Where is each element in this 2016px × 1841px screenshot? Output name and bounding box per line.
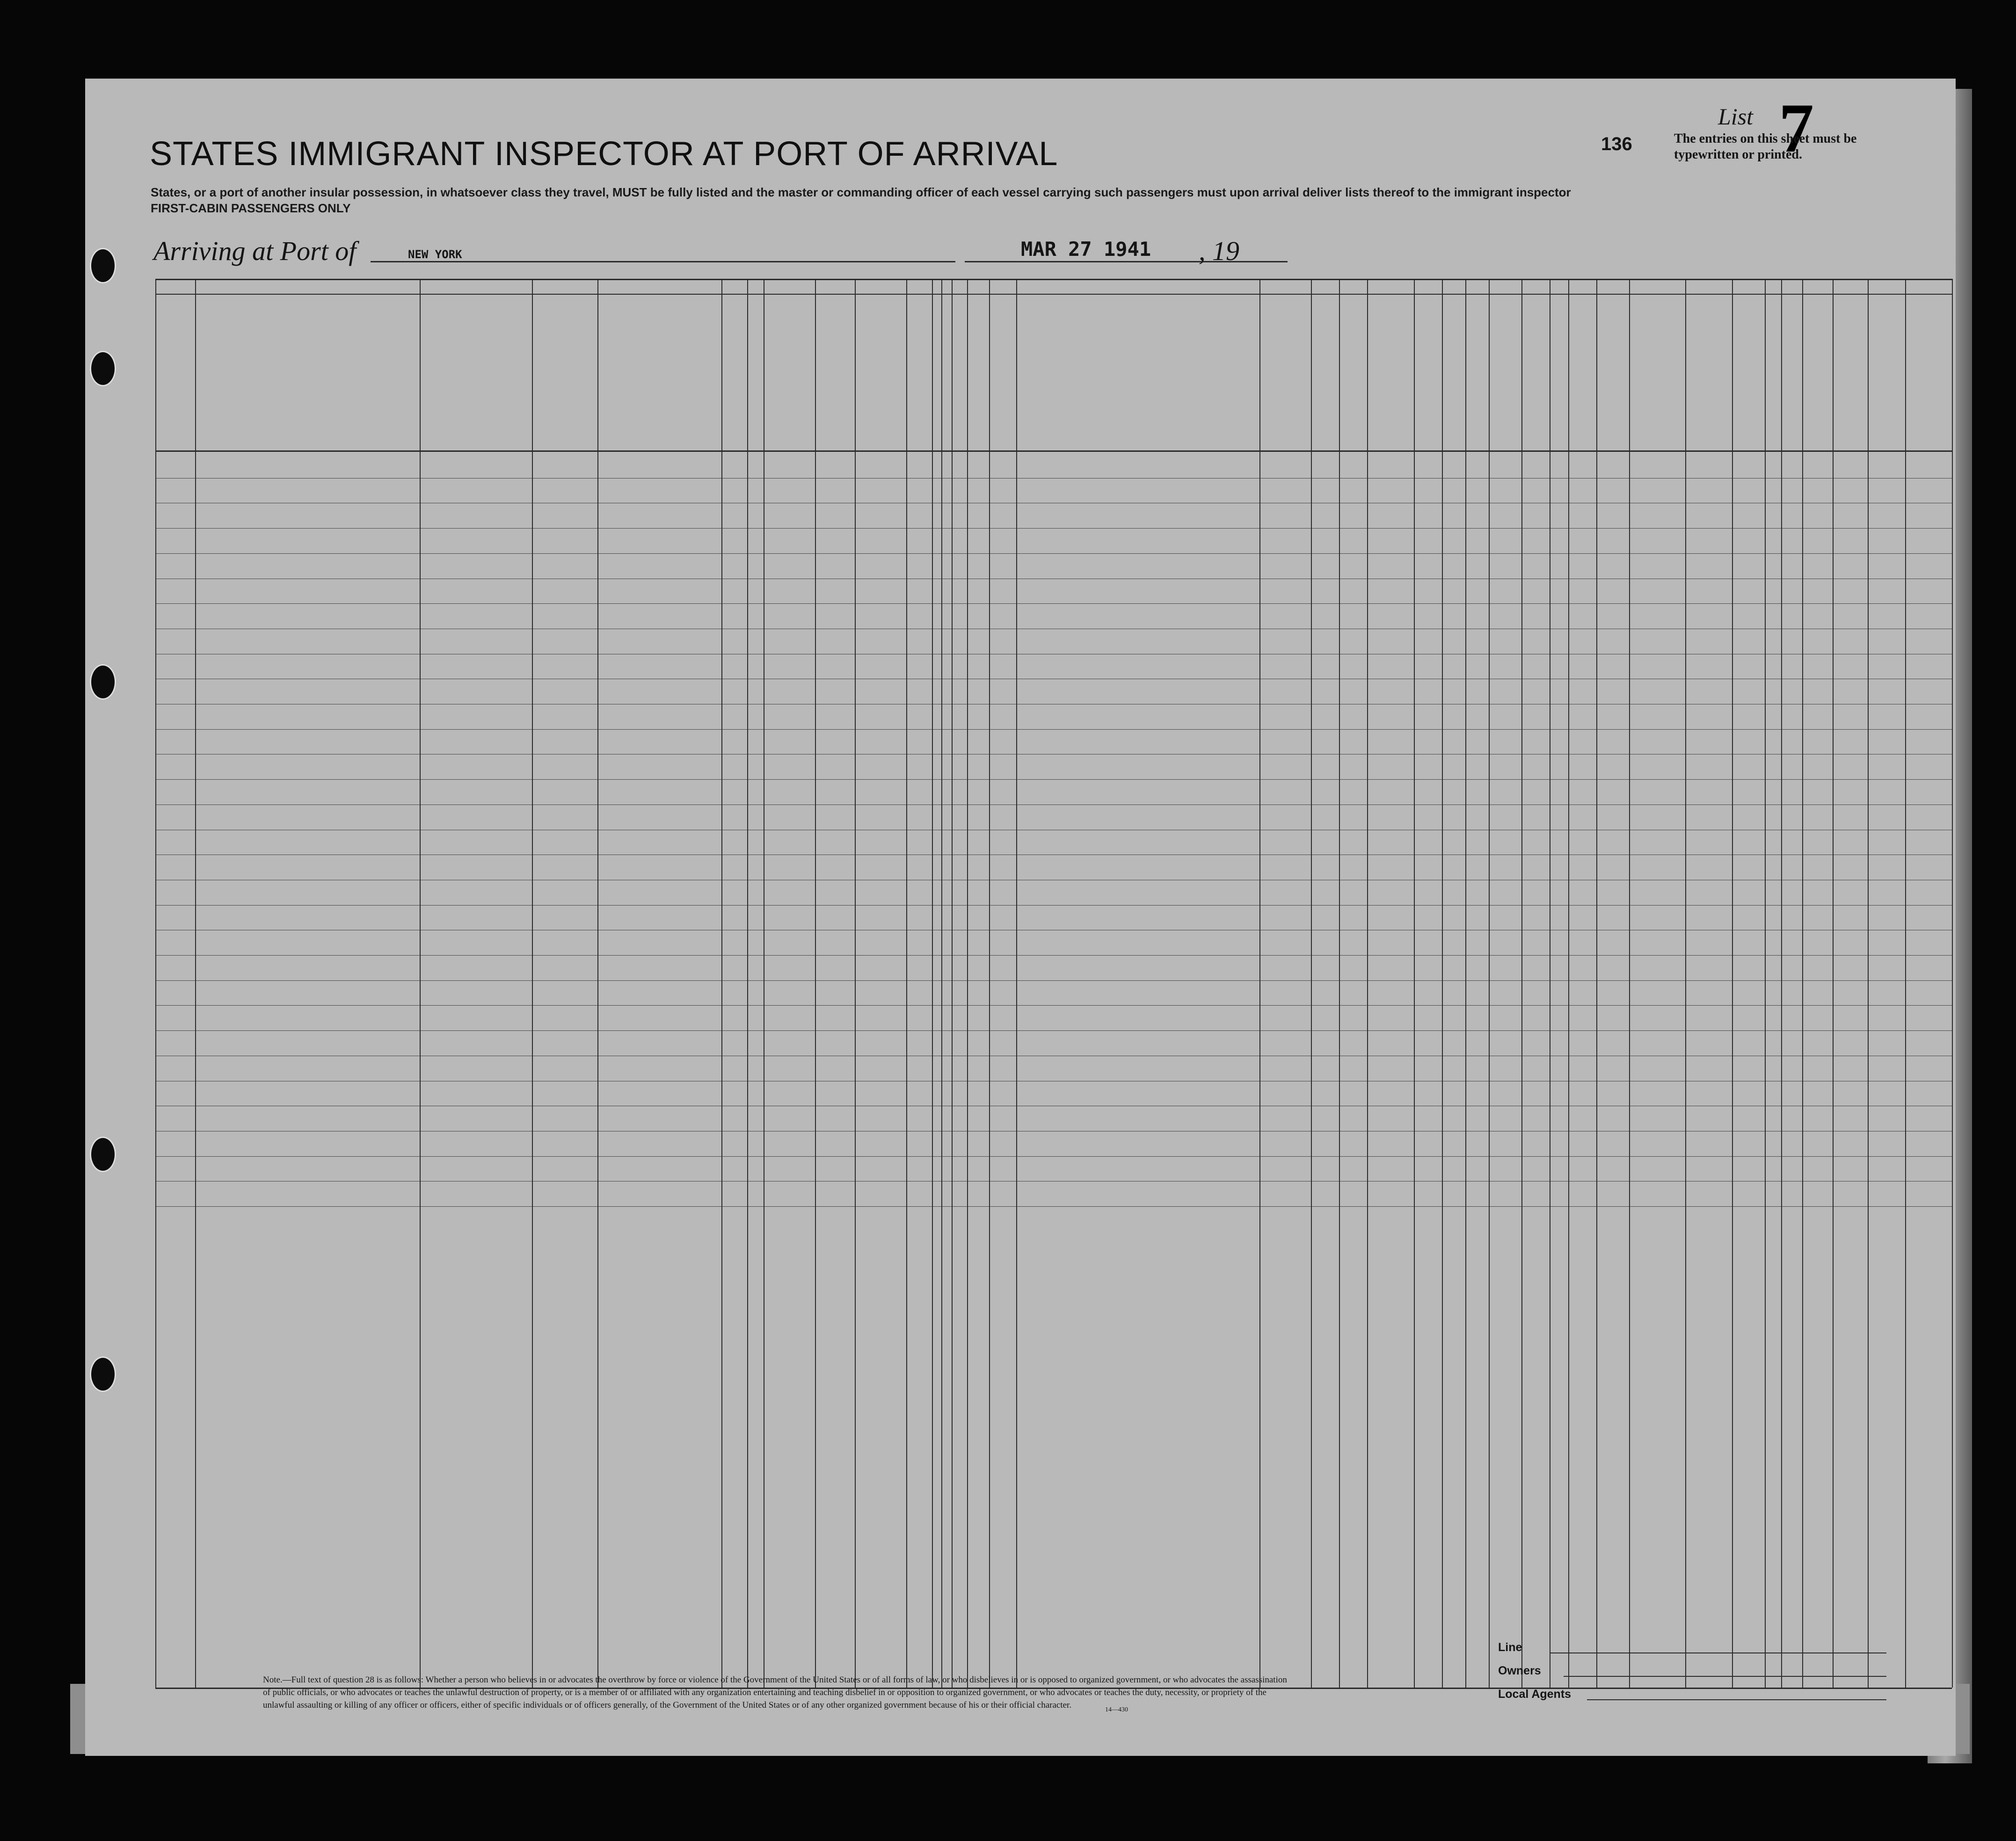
footnote: Note.—Full text of question 28 is as follows: Whether a person who believes in or advocates the overthrow by force or violence of the Government of the United States or of all forms of law, or who disbelieves in or is opposed to organized government, or who advocates the assassination of public officials, or who advocates or teaches the unlawful destruction of property, or is a member of or affiliated with any organization entertaining and teaching disbelief in or opposition to organized government, or who advocates or teaches the duty, necessity, or propriety of the unlawful assaulting or killing of any officer or officers, either of specific individuals or of officers generally, of the Government of the United States or of any other organized government because of his or their official character.: [263, 1675, 1287, 1710]
column-rule: [597, 279, 598, 1688]
column-rule: [195, 279, 196, 1688]
header-purpose-citizen: [1314, 312, 1337, 509]
page-number: 136: [1601, 134, 1632, 154]
column-rule: [967, 279, 968, 1688]
column-rule: [1568, 279, 1569, 1688]
column-rule: [1465, 279, 1466, 1688]
entries-note: The entries on this sheet must be typewritten or printed.: [1674, 131, 1857, 162]
agents-underline: [1587, 1699, 1886, 1700]
row-rule: [155, 603, 1952, 604]
column-rule: [532, 279, 533, 1688]
column-rule: [1367, 279, 1368, 1688]
column-rule: [1414, 279, 1415, 1688]
row-rule: [155, 553, 1952, 554]
row-rule: [155, 955, 1952, 956]
column-rule: [1442, 279, 1443, 1688]
punch-hole: [90, 1356, 116, 1392]
column-rule: [420, 279, 421, 1688]
row-rule: [155, 1156, 1952, 1157]
port-value: NEW YORK: [408, 248, 462, 261]
owners-underline: [1564, 1676, 1886, 1677]
grid-top-rule: [155, 279, 1952, 280]
column-rule: [1781, 279, 1782, 1688]
header-prison: [1370, 312, 1412, 509]
arrival-date: MAR 27 1941: [1021, 238, 1151, 261]
row-rule: [155, 1206, 1952, 1207]
column-rule: [1339, 279, 1340, 1688]
column-rule: [1311, 279, 1312, 1688]
owners-label: Owners: [1498, 1664, 1541, 1677]
column-rule: [815, 279, 816, 1688]
header-possession-50: [722, 312, 746, 509]
header-purpose-length: [1286, 312, 1309, 509]
year-label: , 19: [1199, 236, 1239, 266]
form-number: 14—430: [1105, 1706, 1128, 1713]
manifest-sheet: [85, 79, 1956, 1756]
row-rule: [155, 779, 1952, 780]
header-anarchist: [1445, 312, 1463, 509]
punch-hole: [90, 248, 116, 283]
column-rule: [1259, 279, 1260, 1688]
header-purpose-return: [1262, 312, 1281, 509]
punch-hole: [90, 1137, 116, 1172]
header-deported: [1570, 312, 1594, 509]
header-polygamist: [1418, 312, 1439, 509]
column-rule: [747, 279, 748, 1688]
column-rule: [1868, 279, 1869, 1688]
column-rule: [1016, 279, 1017, 1688]
row-rule: [155, 1005, 1952, 1006]
header-bottom-rule: [155, 450, 1952, 452]
class-note: FIRST-CABIN PASSENGERS ONLY: [151, 201, 351, 215]
column-rule: [1732, 279, 1733, 1688]
header-excluded: [1551, 312, 1566, 509]
column-rule: [989, 279, 990, 1688]
column-rule: [1833, 279, 1834, 1688]
column-rule: [906, 279, 907, 1688]
page-title: STATES IMMIGRANT INSPECTOR AT PORT OF ARRIVAL: [150, 135, 1058, 173]
column-rule: [1952, 279, 1953, 1688]
punch-hole: [90, 664, 116, 700]
row-rule: [155, 528, 1952, 529]
list-number: 7: [1779, 89, 1814, 167]
port-underline: [371, 261, 955, 262]
column-rule: [1765, 279, 1766, 1688]
column-rule: [1596, 279, 1597, 1688]
row-rule: [155, 980, 1952, 981]
row-rule: [155, 729, 1952, 730]
header-labor-offer: [1524, 312, 1548, 509]
row-rule: [155, 905, 1952, 906]
header-overthrow: [1470, 312, 1519, 509]
column-rule: [155, 279, 156, 1688]
column-rule: [1802, 279, 1803, 1688]
line-label: Line: [1498, 1641, 1522, 1654]
column-rule: [1685, 279, 1686, 1688]
header-ticket: [599, 312, 619, 509]
column-rule: [855, 279, 856, 1688]
agents-label: Local Agents: [1498, 1688, 1572, 1701]
column-rule: [1629, 279, 1630, 1688]
column-rule: [941, 279, 942, 1688]
punch-hole: [90, 351, 116, 386]
column-rule: [1521, 279, 1522, 1688]
arriving-label: Arriving at Port of: [153, 236, 357, 266]
column-number-rule: [155, 294, 1952, 295]
row-rule: [155, 1030, 1952, 1031]
column-rule: [1905, 279, 1906, 1688]
column-rule: [932, 279, 933, 1688]
instructions: States, or a port of another insular possession, in whatsoever class they travel, MUST be fully listed and the master or commanding officer of each vessel carrying such passengers must upon arrival deliver lists thereof to the immigrant inspector: [151, 185, 1571, 199]
column-rule: [952, 279, 953, 1688]
list-label: List: [1718, 103, 1754, 130]
